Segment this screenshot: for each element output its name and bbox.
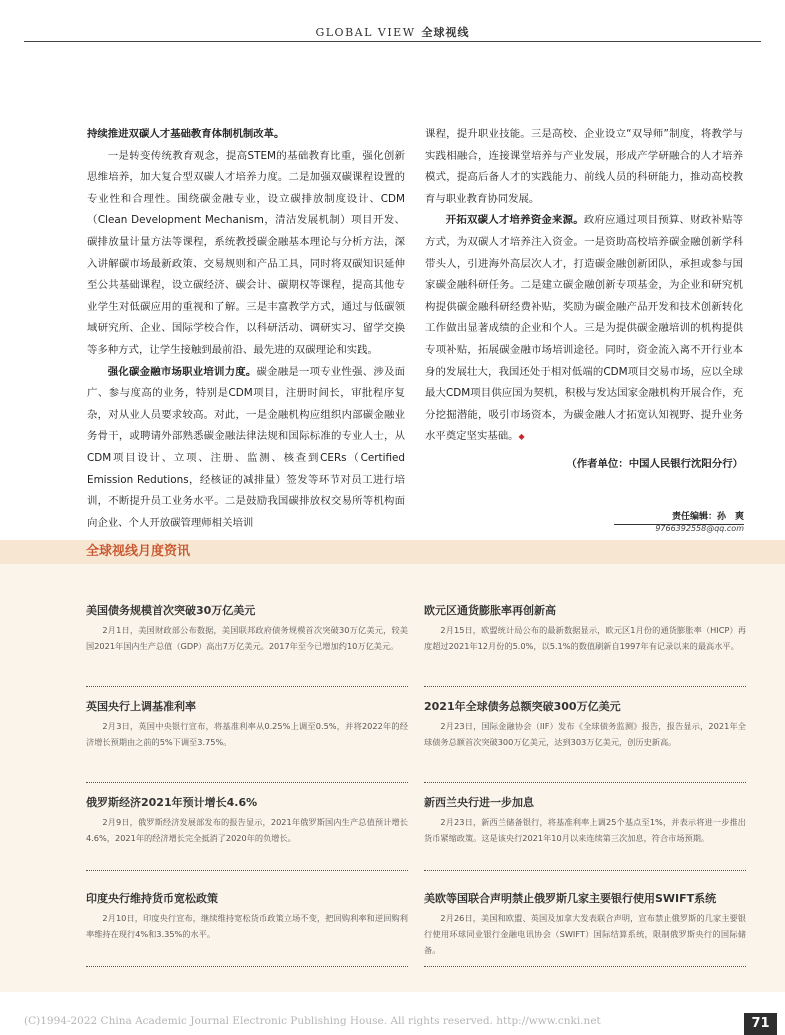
editor-email: 9766392558@qq.com [655, 524, 744, 533]
author-affiliation: （作者单位：中国人民银行沈阳分行） [566, 457, 743, 470]
paragraph-lead: 开拓双碳人才培养资金来源。 [445, 214, 584, 227]
responsible-editor: 责任编辑：孙 爽 [614, 509, 744, 525]
header-chinese: 全球视线 [421, 26, 470, 39]
paragraph-lead: 持续推进双碳人才基础教育体制机制改革。 [87, 128, 285, 140]
digest-title: 全球视线月度资讯 [86, 544, 191, 559]
paragraph-text: 碳金融是一项专业性强、涉及面广、参与度高的业务，特别是CDM项目，注册时间长，审批程序复杂，对从业人员要求较高。对此，一是金融机构应组织内部碳金融业务骨干，或聘请外部熟悉碳金融法律法规和国际标准的专业人士，从CDM项目设计、立项、注册、监测、核查到CERs（Certified Emission Redutions，经核证的减排量）签发等环节对员工进行培训，不断提升员工业务水平。二是鼓励我国碳排放权交易所等机构面向企业、个人开放碳管理师相关培训 [87, 365, 405, 529]
running-header [0, 24, 785, 40]
page-number: 71 [744, 1013, 777, 1035]
news-title: 新西兰央行进一步加息 [424, 796, 534, 809]
news-item [86, 700, 408, 783]
news-title: 美国债务规模首次突破30万亿美元 [86, 604, 256, 617]
news-item [424, 700, 746, 783]
news-title: 印度央行维持货币宽松政策 [86, 892, 218, 905]
news-title: 美欧等国联合声明禁止俄罗斯几家主要银行使用SWIFT系统 [424, 892, 717, 905]
article-paragraph [87, 124, 405, 146]
news-body: 2月3日，英国中央银行宣布，将基准利率从0.25%上调至0.5%，并将2022年的经济增长预期由之前的5%下调至3.75%。 [86, 721, 408, 747]
news-body: 2月26日，美国和欧盟、英国及加拿大发表联合声明，宣布禁止俄罗斯的几家主要银行使用环球同业银行金融电讯协会（SWIFT）国际结算系统，限制俄罗斯央行的国际储备。 [424, 913, 746, 955]
news-item [86, 604, 408, 687]
paragraph-text: 课程，提升职业技能。三是高校、企业设立“双导师”制度，将教学与实践相融合，连接课堂培养与产业发展，形成产学研融合的人才培养模式，提高后备人才的实践能力、前线人员的科研能力，推动高校教育与职业教育协同发展。 [425, 128, 743, 205]
news-item [86, 892, 408, 967]
article-column-right [425, 124, 743, 476]
news-body: 2月15日，欧盟统计局公布的最新数据显示，欧元区1月份的通货膨胀率（HICP）再度超过2021年12月份的5.0%，以5.1%的数值刷新自1997年有记录以来的最高水平。 [424, 625, 746, 651]
paragraph-lead: 强化碳金融市场职业培训力度。 [107, 365, 257, 378]
copyright-footer: (C)1994-2022 China Academic Journal Electronic Publishing House. All rights reserved. http://www.cnki.net [24, 1015, 601, 1027]
article-paragraph [425, 210, 743, 448]
article-column-left [87, 124, 405, 534]
news-body: 2月23日，国际金融协会（IIF）发布《全球债务监测》报告，报告显示，2021年全球债务总额首次突破300万亿美元，达到303万亿美元，创历史新高。 [424, 721, 746, 747]
news-item [424, 892, 746, 967]
paragraph-text: 政府应通过项目预算、财政补贴等方式，为双碳人才培养注入资金。一是资助高校培养碳金融创新学科带头人，引进海外高层次人才，打造碳金融创新团队，承担或参与国家碳金融科研任务。二是建立碳金融创新专项基金，为企业和研究机构提供碳金融科研经费补贴，奖励为碳金融产品开发和技术创新转化工作做出显著成绩的企业和个人。三是为提供碳金融培训的机构提供专项补贴，拓展碳金融市场培训途径。同时，资金流入离不开行业本身的发展壮大，我国还处于相对低端的CDM项目交易市场，应以全球最大CDM项目供应国为契机，积极与发达国家金融机构开展合作，充分挖掘潜能，吸引市场资本，为碳金融人才拓宽认知视野、提升业务水平奠定坚实基础。 [425, 214, 743, 443]
end-mark-icon: ◆ [518, 432, 525, 442]
news-title: 俄罗斯经济2021年预计增长4.6% [86, 796, 258, 809]
news-item [424, 604, 746, 687]
news-title: 2021年全球债务总额突破300万亿美元 [424, 700, 621, 713]
article-paragraph [425, 124, 743, 210]
header-english: GLOBAL VIEW [315, 26, 416, 39]
header-rule [24, 41, 761, 42]
news-body: 2月1日，美国财政部公布数据，美国联邦政府债务规模首次突破30万亿美元，较美国2021年国内生产总值（GDP）高出7万亿美元。2017年至今已增加约10万亿美元。 [86, 625, 408, 651]
news-title: 欧元区通货膨胀率再创新高 [424, 604, 556, 617]
news-title: 英国央行上调基准利率 [86, 700, 196, 713]
article-paragraph [87, 362, 405, 535]
news-body: 2月10日，印度央行宣布，继续维持宽松货币政策立场不变，把回购利率和逆回购利率维持在现行4%和3.35%的水平。 [86, 913, 408, 939]
news-item [86, 796, 408, 871]
news-body: 2月9日，俄罗斯经济发展部发布的报告显示，2021年俄罗斯国内生产总值预计增长4.6%，2021年的经济增长完全抵消了2020年的负增长。 [86, 817, 408, 843]
paragraph-text: 一是转变传统教育观念，提高STEM的基础教育比重，强化创新思维培养，加大复合型双碳人才培养力度。二是加强双碳课程设置的专业性和合理性。围绕碳金融专业，设立碳排放制度设计、CDM（Clean Development Mechanism，清洁发展机制）项目开发、碳排放量计量方法等课程，系统教授碳金融基本理论与分析方法，深入讲解碳市场最新政策、交易规则和产品工具，同时将双碳知识延伸至公共基础课程，设立碳经济、碳会计、碳期权等课程，提高其他专业学生对低碳应用的重视和了解。三是丰富教学方式，通过与低碳领域研究所、企业、国际学校合作，以科研活动、调研实习、留学交换等多种方式，让学生接触到最前沿、最先进的双碳理论和实践。 [87, 149, 405, 356]
news-body: 2月23日，新西兰储备银行，将基准利率上调25个基点至1%，并表示将进一步推出货币紧缩政策。这是该央行2021年10月以来连续第三次加息，符合市场预期。 [424, 817, 746, 843]
news-item [424, 796, 746, 871]
article-paragraph [87, 146, 405, 362]
